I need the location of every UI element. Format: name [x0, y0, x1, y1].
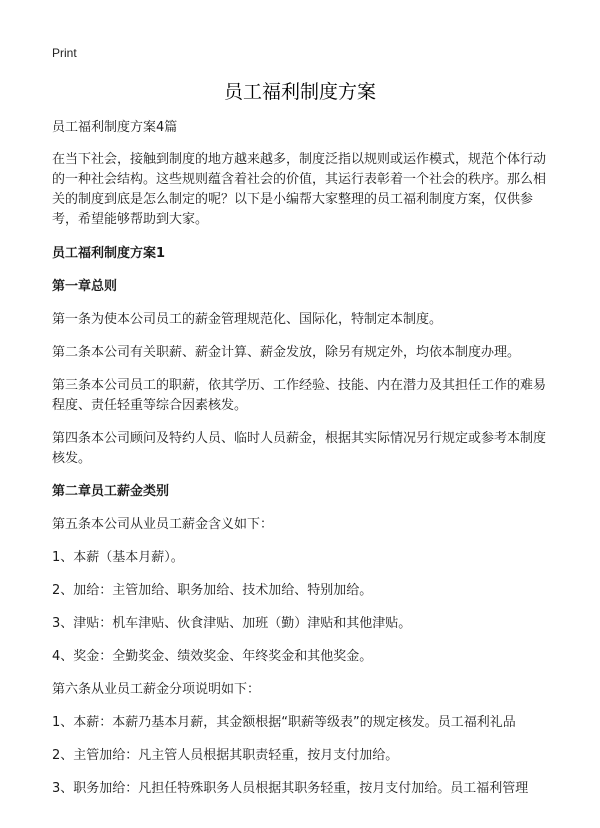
- chapter-heading: 第二章员工薪金类别: [52, 484, 170, 499]
- print-label: Print: [52, 46, 77, 60]
- article-paragraph: 第一条为使本公司员工的薪金管理规范化、国际化，特制定本制度。: [52, 312, 443, 327]
- article-paragraph: 第四条本公司顾问及特约人员、临时人员薪金，根据其实际情况另行规定或参考本制度核发。: [52, 431, 547, 466]
- list-item: 1、本薪（基本月薪）。: [52, 550, 184, 565]
- list-item: 3、职务加给：凡担任特殊职务人员根据其职务轻重，按月支付加给。员工福利管理: [52, 781, 529, 796]
- article-paragraph: 第三条本公司员工的职薪，依其学历、工作经验、技能、内在潜力及其担任工作的难易程度、责任轻重等综合因素核发。: [52, 378, 547, 413]
- list-item: 2、主管加给：凡主管人员根据其职责轻重，按月支付加给。: [52, 748, 399, 763]
- article-paragraph: 第二条本公司有关职薪、薪金计算、薪金发放，除另有规定外，均依本制度办理。: [52, 345, 521, 360]
- intro-paragraph: 在当下社会，接触到制度的地方越来越多，制度泛指以规则或运作模式，规范个体行动的一种社会结构。这些规则蕴含着社会的价值，其运行表彰着一个社会的秩序。那么相关的制度到底是怎么制定的呢？以下是小编帮大家整理的员工福利制度方案，仅供参考，希望能够帮助到大家。: [52, 152, 547, 227]
- page-title: 员工福利制度方案: [223, 81, 376, 103]
- chapter-heading: 第一章总则: [52, 279, 118, 294]
- article-paragraph: 第六条从业员工薪金分项说明如下：: [52, 682, 261, 697]
- list-item: 4、奖金：全勤奖金、绩效奖金、年终奖金和其他奖金。: [52, 649, 373, 664]
- list-item: 1、本薪：本薪乃基本月薪，其金额根据“职薪等级表”的规定核发。员工福利礼品: [52, 715, 516, 730]
- document-body: [52, 118, 552, 812]
- list-item: 3、津贴：机车津贴、伙食津贴、加班（勤）津贴和其他津贴。: [52, 616, 412, 631]
- document-subtitle: 员工福利制度方案4篇: [52, 120, 178, 135]
- list-item: 2、加给：主管加给、职务加给、技术加给、特别加给。: [52, 583, 373, 598]
- article-paragraph: 第五条本公司从业员工薪金含义如下：: [52, 517, 274, 532]
- section-heading: 员工福利制度方案1: [52, 246, 166, 261]
